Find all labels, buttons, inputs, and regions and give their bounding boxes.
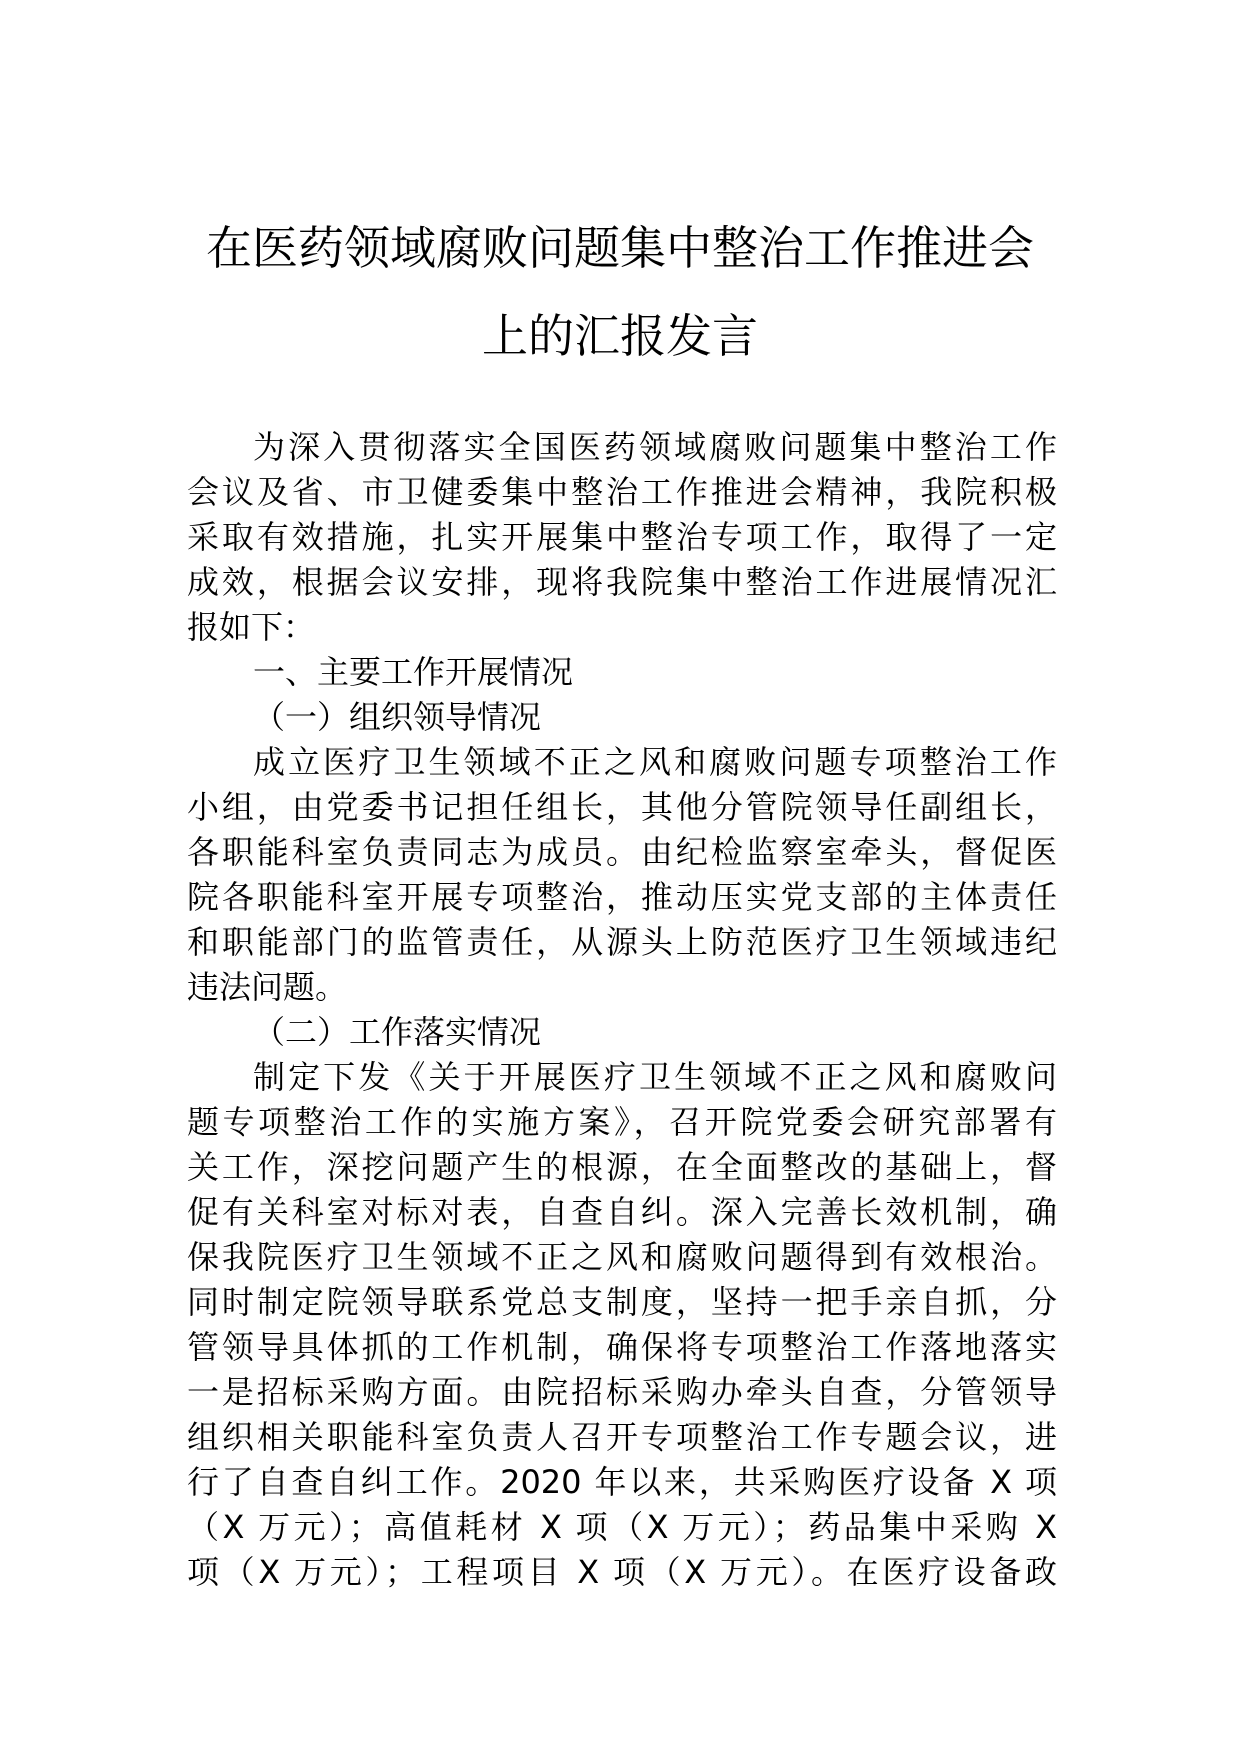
body-line: 成立医疗卫生领域不正之风和腐败问题专项整治工作 [253,743,1057,781]
body-line: 成效，根据会议安排，现将我院集中整治工作进展情况汇 [187,563,1057,601]
body-line: 和职能部门的监管责任，从源头上防范医疗卫生领域违纪 [187,923,1057,961]
body-line: 管领导具体抓的工作机制，确保将专项整治工作落地落实 [187,1328,1057,1366]
body-line: 制定下发《关于开展医疗卫生领域不正之风和腐败问 [253,1058,1057,1096]
document-title-line-1: 在医药领域腐败问题集中整治工作推进会 [206,221,1034,275]
body-line: 促有关科室对标对表，自查自纠。深入完善长效机制，确 [187,1193,1057,1231]
body-line: 会议及省、市卫健委集中整治工作推进会精神，我院积极 [187,473,1057,511]
body-line: 违法问题。 [187,968,348,1006]
body-line: （X 万元）；高值耗材 X 项（X 万元）；药品集中采购 X [187,1508,1057,1546]
body-line: 采取有效措施，扎实开展集中整治专项工作，取得了一定 [187,518,1057,556]
body-line: 组织相关职能科室负责人召开专项整治工作专题会议，进 [187,1418,1057,1456]
document-title-line-2: 上的汇报发言 [482,309,758,363]
body-line: 报如下： [187,608,316,646]
body-line: 题专项整治工作的实施方案》，召开院党委会研究部署有 [187,1103,1057,1141]
body-line: 一是招标采购方面。由院招标采购办牵头自查，分管领导 [187,1373,1057,1411]
document-body [187,425,1057,1595]
body-line: 各职能科室负责同志为成员。由纪检监察室牵头，督促医 [187,833,1057,871]
body-line: （一）组织领导情况 [253,698,542,736]
body-line: 为深入贯彻落实全国医药领域腐败问题集中整治工作 [253,428,1057,466]
body-line: 小组，由党委书记担任组长，其他分管院领导任副组长， [187,788,1057,826]
body-line: （二）工作落实情况 [253,1013,542,1051]
body-line: 项（X 万元）；工程项目 X 项（X 万元）。在医疗设备政 [187,1553,1057,1591]
body-line: 关工作，深挖问题产生的根源，在全面整改的基础上，督 [187,1148,1057,1186]
body-line: 一、主要工作开展情况 [253,653,574,691]
body-line: 同时制定院领导联系党总支制度，坚持一把手亲自抓，分 [187,1283,1057,1321]
body-line: 行了自查自纠工作。2020 年以来，共采购医疗设备 X 项 [187,1463,1057,1501]
body-line: 保我院医疗卫生领域不正之风和腐败问题得到有效根治。 [187,1238,1057,1276]
body-line: 院各职能科室开展专项整治，推动压实党支部的主体责任 [187,878,1057,916]
